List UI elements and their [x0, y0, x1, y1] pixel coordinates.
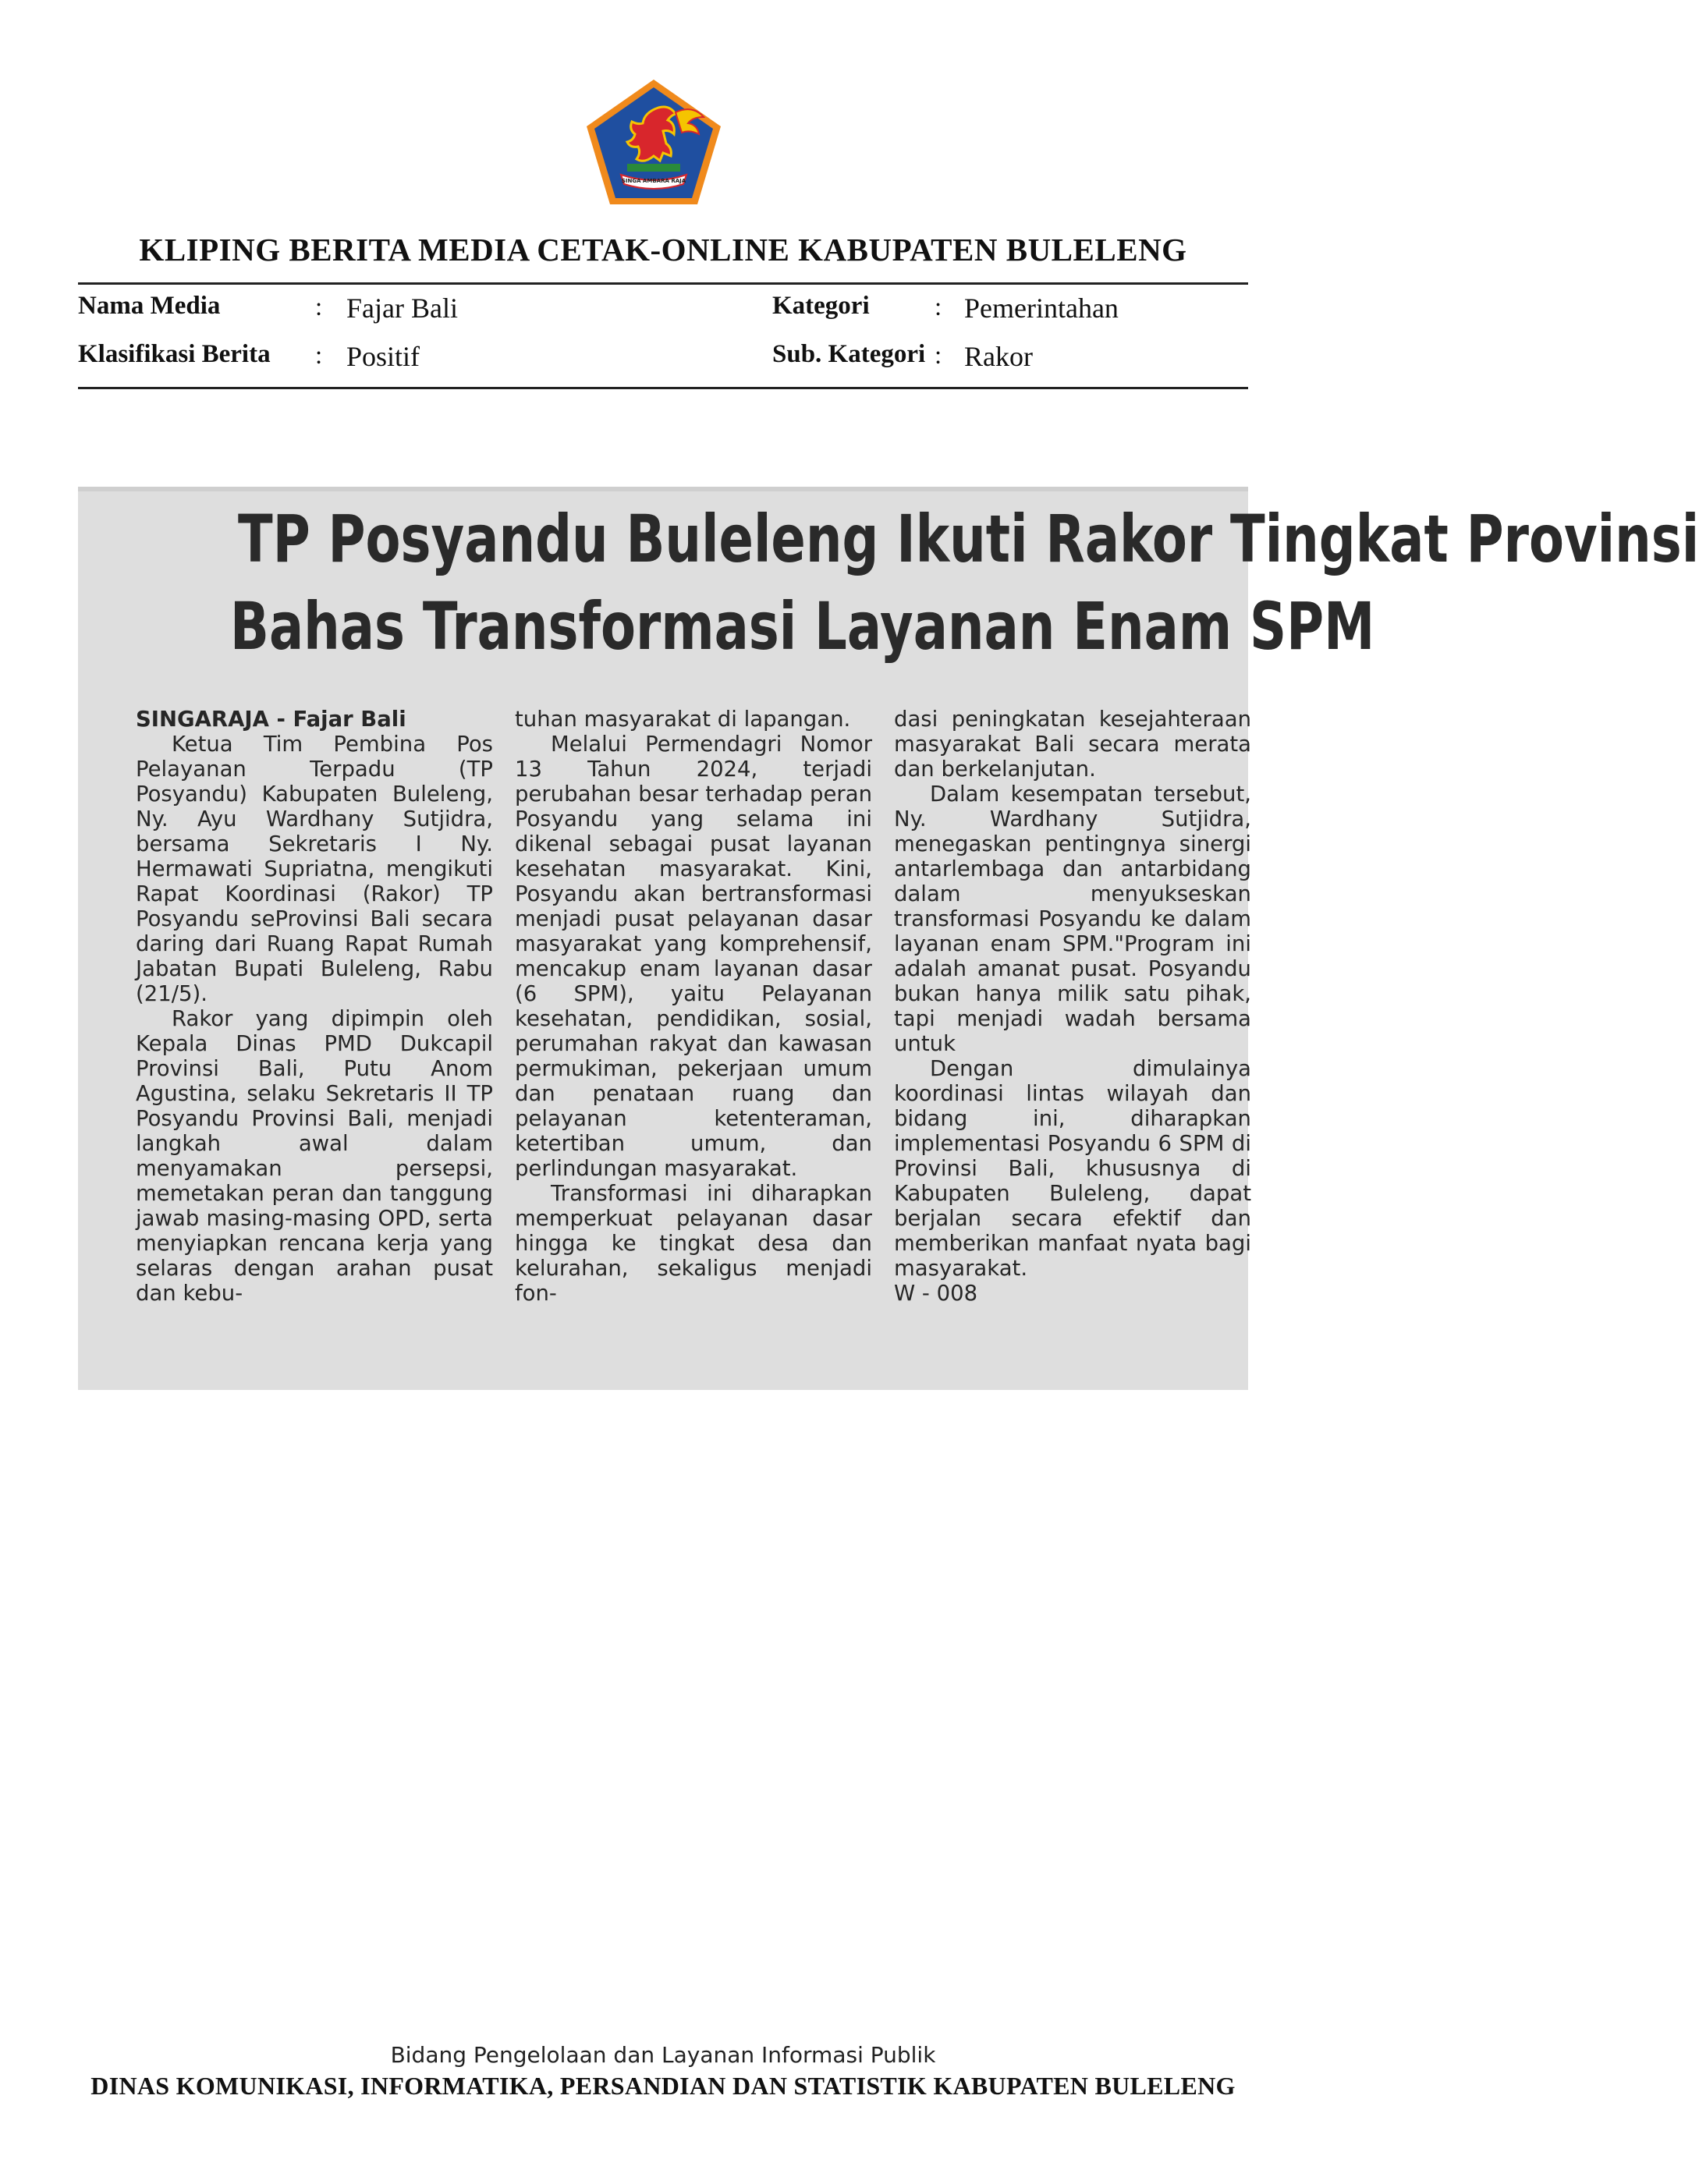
- paragraph: Melalui Permendagri Nomor 13 Tahun 2024, terjadi perubahan besar terhadap peran Posyandu yang selama ini dikenal sebagai pusat layanan kesehatan masyarakat. Kini, Posyandu akan bertransformasi menjadi pusat pelayanan dasar masyarakat yang komprehensif, mencakup enam layanan dasar (6 SPM), yaitu Pelayanan kesehatan, pendidikan, sosial, perumahan rakyat dan kawasan permukiman, pekerjaan umum dan penataan ruang dan pelayanan ketenteraman, ketertiban umum, dan perlindungan masyarakat.: [515, 732, 872, 1181]
- klasifikasi-label: Klasifikasi Berita: [78, 340, 271, 368]
- paragraph: Dalam kesempatan tersebut, Ny. Wardhany Sutjidra, menegaskan pentingnya sinergi antarlembaga dan antarbidang dalam menyukseskan transformasi Posyandu ke dalam layanan enam SPM."Program ini adalah amanat pusat. Posyandu bukan hanya milik satu pihak, tapi menjadi wadah bersama untuk: [894, 782, 1251, 1056]
- paragraph: dasi peningkatan kesejahteraan masyarakat Bali secara merata dan berkelanjutan.: [894, 707, 1251, 782]
- kategori-label: Kategori: [772, 292, 870, 320]
- kategori-colon: :: [935, 293, 942, 321]
- article-column-2: [515, 707, 872, 1306]
- klasifikasi-colon: :: [315, 342, 323, 370]
- clipping-edge: [78, 487, 1248, 491]
- kabupaten-logo: [583, 76, 724, 207]
- author-signoff: W - 008: [894, 1281, 978, 1306]
- paragraph: Transformasi ini diharapkan memperkuat pelayanan dasar hingga ke tingkat desa dan kelurahan, sekaligus menjadi fon-: [515, 1181, 872, 1306]
- footer-agency: DINAS KOMUNIKASI, INFORMATIKA, PERSANDIAN DAN STATISTIK KABUPATEN BULELENG: [90, 2072, 1236, 2100]
- kategori-value: Pemerintahan: [964, 292, 1119, 324]
- article-column-3: [894, 707, 1251, 1306]
- klasifikasi-value: Positif: [346, 341, 420, 372]
- dateline: SINGARAJA - Fajar Bali: [136, 707, 406, 732]
- headline-line-1: TP Posyandu Buleleng Ikuti Rakor Tingkat Provinsi: [238, 501, 1699, 577]
- nama-media-label: Nama Media: [78, 292, 221, 320]
- paragraph: Dengan dimulainya koordinasi lintas wilayah dan bidang ini, diharapkan implementasi Posyandu 6 SPM di Provinsi Bali, khususnya di Kabupaten Buleleng, dapat berjalan secara efektif dan memberikan manfaat nyata bagi masyarakat.: [894, 1056, 1251, 1281]
- page-title: KLIPING BERITA MEDIA CETAK-ONLINE KABUPATEN BULELENG: [139, 232, 1187, 268]
- paragraph: Ketua Tim Pembina Pos Pelayanan Terpadu (TP Posyandu) Kabupaten Buleleng, Ny. Ayu Wardhany Sutjidra, bersama Sekretaris I Ny. Hermawati Supriatna, mengikuti Rapat Koordinasi (Rakor) TP Posyandu seProvinsi Bali secara daring dari Ruang Rapat Rumah Jabatan Bupati Buleleng, Rabu (21/5).: [136, 732, 493, 1006]
- logo-motto: SINGA AMBARA RAJA: [621, 178, 686, 184]
- sub-kategori-colon: :: [935, 342, 942, 370]
- sub-kategori-value: Rakor: [964, 341, 1033, 372]
- news-clipping: [78, 487, 1699, 1390]
- nama-media-colon: :: [315, 293, 323, 321]
- paragraph: tuhan masyarakat di lapangan.: [515, 707, 851, 732]
- article-column-1: [136, 707, 493, 1306]
- footer-division: Bidang Pengelolaan dan Layanan Informasi Publik: [390, 2042, 936, 2068]
- sub-kategori-label: Sub. Kategori: [772, 340, 926, 368]
- headline-line-2: Bahas Transformasi Layanan Enam SPM: [230, 588, 1375, 665]
- paragraph: Rakor yang dipimpin oleh Kepala Dinas PMD Dukcapil Provinsi Bali, Putu Anom Agustina, selaku Sekretaris II TP Posyandu Provinsi Bali, menjadi langkah awal dalam menyamakan persepsi, memetakan peran dan tanggung jawab masing-masing OPD, serta menyiapkan rencana kerja yang selaras dengan arahan pusat dan kebu-: [136, 1006, 493, 1306]
- header-divider-top: [78, 282, 1248, 285]
- nama-media-value: Fajar Bali: [346, 292, 458, 324]
- header-divider-bottom: [78, 387, 1248, 389]
